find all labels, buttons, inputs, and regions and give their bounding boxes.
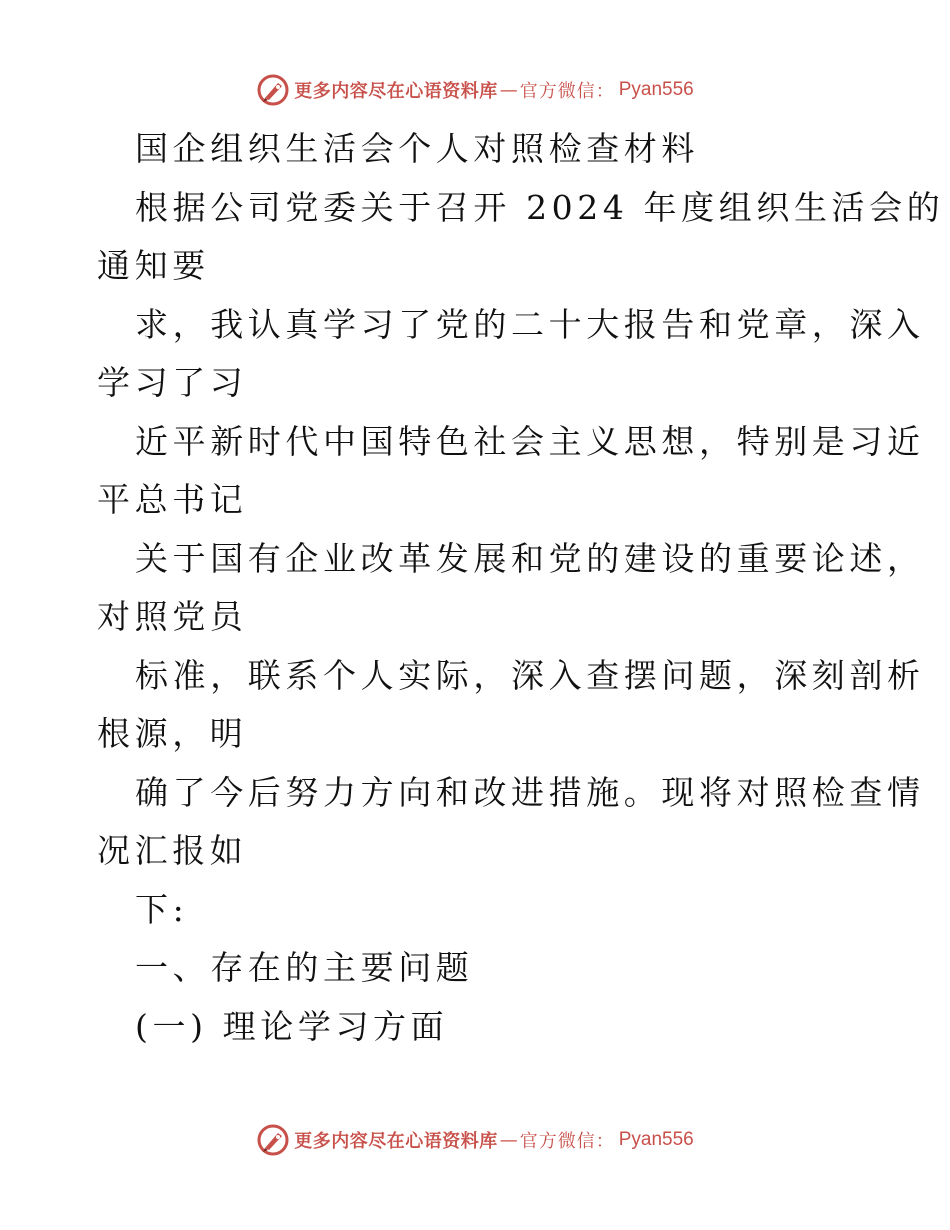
text-line: 况汇报如 [97, 831, 248, 870]
banner-wechat-label: 官方微信： [519, 81, 615, 102]
banner-wechat-id: Pyan556 [618, 1129, 694, 1150]
text-line: 根据公司党委关于召开 2024 年度组织生活会的 [135, 187, 945, 227]
text-line: 对照党员 [97, 597, 248, 636]
subsection-heading: (一) 理论学习方面 [135, 1006, 449, 1046]
banner-separator: — [499, 1129, 518, 1151]
text-line: 平总书记 [97, 480, 248, 519]
text-line: 确了今后努力方向和改进措施。现将对照检查情 [135, 772, 925, 812]
banner-separator: — [499, 79, 518, 101]
text-line: 下: [135, 889, 189, 929]
section-heading: 一、存在的主要问题 [135, 948, 474, 987]
banner-wechat-label: 官方微信： [519, 1131, 615, 1152]
pen-logo-icon [256, 1123, 290, 1157]
header-watermark-banner [0, 70, 950, 110]
text-line: 近平新时代中国特色社会主义思想，特别是习近 [135, 421, 925, 461]
banner-title: 更多内容尽在心语资料库 [294, 81, 498, 102]
text-line: 通知要 [97, 246, 210, 285]
footer-watermark-banner [0, 1120, 950, 1160]
text-line: 根源，明 [97, 714, 248, 753]
text-line: 求，我认真学习了党的二十大报告和党章，深入 [135, 304, 925, 344]
banner-title: 更多内容尽在心语资料库 [294, 1131, 498, 1152]
text-line: 关于国有企业改革发展和党的建设的重要论述， [135, 538, 925, 578]
document-title: 国企组织生活会个人对照检查材料 [135, 129, 699, 168]
banner-wechat-id: Pyan556 [618, 79, 694, 100]
text-line: 标准，联系个人实际，深入查摆问题，深刻剖析 [135, 655, 925, 695]
text-line: 学习了习 [97, 363, 248, 402]
pen-logo-icon [256, 73, 290, 107]
document-body [97, 120, 945, 1056]
